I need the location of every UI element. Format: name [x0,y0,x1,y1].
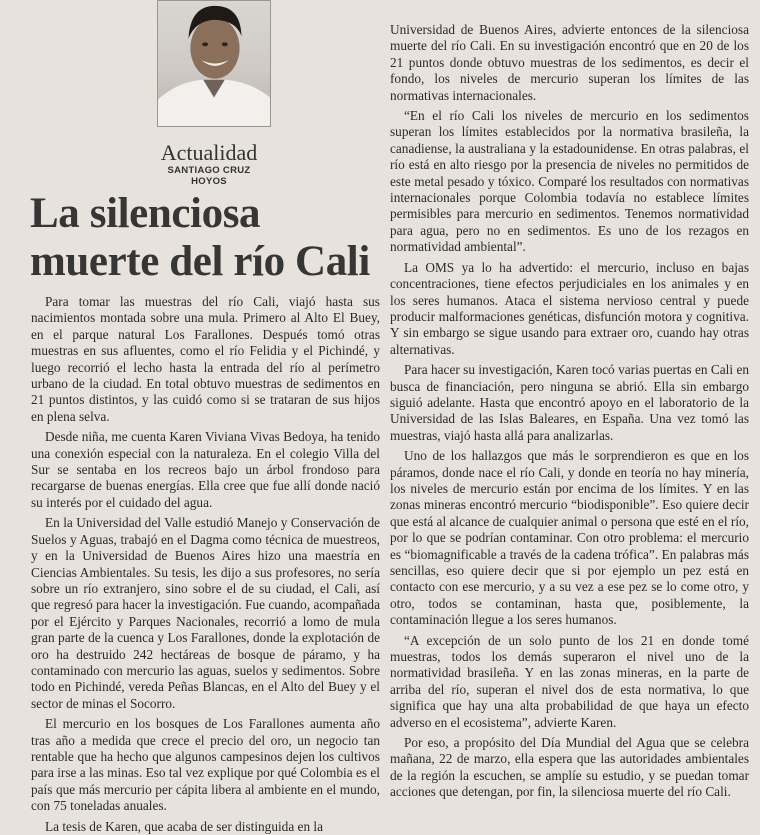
author-photo [157,0,271,127]
paragraph: Para hacer su investigación, Karen tocó varias puertas en Cali en busca de financiación, pero ninguna se abrió. Ella sin embargo siguió adelante. Hasta que encontró apoyo en el laboratorio de la Universidad de las Islas Baleares, en España. Una vez tomó las muestras, viajó hasta allá para analizarlas. [390,362,749,443]
paragraph: “En el río Cali los niveles de mercurio en los sedimentos superan los límites establecidos por la normativa brasileña, la canadiense, la australiana y la estadounidense. En otras palabras, el río está en alto riesgo por la presencia de niveles no permitidos de este metal pesado y tóxico. Comparé los resultados con normativas internacionales porque Colombia todavía no establece límites permisibles para mercurio en sedimentos. Tenemos normatividad para agua, pero no en sedimentos. Es uno de los rezagos en normatividad ambiental”. [390,108,749,255]
article-column-right [390,22,749,801]
paragraph: El mercurio en los bosques de Los Farallones aumenta año tras año a medida que crece el precio del oro, un negocio tan rentable que ha hecho que algunos campesinos dejen los cultivos para irse a las minas. Eso tal vez explique por qué Colombia es el país que más mercurio per cápita libera al ambiente en el mundo, con 75 toneladas anuales. [31,716,380,814]
paragraph: Uno de los hallazgos que más le sorprendieron es que en los páramos, donde nace el río Cali, y donde en teoría no hay minería, los niveles de mercurio están por encima de los límites. Y en las zonas mineras encontró mercurio “biodisponible”. Eso quiere decir que está al alcance de cualquier animal o persona que esté en el río, por lo que se podrían contaminar. Con otro problema: el mercurio es “biomagnificable a través de la cadena trófica”. En palabras más sencillas, eso quiere decir que si por ejemplo un pez está en contacto con ese mercurio, y a su vez a ese pez se lo come otro, y otro, todos se contaminan, hasta que, posiblemente, la contaminación llegue a los seres humanos. [390,448,749,628]
headline-line-1: La silenciosa [30,190,261,237]
paragraph: Por eso, a propósito del Día Mundial del Agua que se celebra mañana, 22 de marzo, ella espera que las autoridades ambientales de la región la escuchen, se amplíe su estudio, y se puedan tomar acciones que detengan, por fin, la silenciosa muerte del río Cali. [390,735,749,800]
paragraph: Para tomar las muestras del río Cali, viajó hasta sus nacimientos montada sobre una mula. Primero al Alto El Buey, en el parque natural Los Farallones. Después tomó otras muestras en sus afluentes, como el río Felidia y el Pichindé, y luego recorrió el lecho hasta la entrada del río al perímetro urbano de la ciudad. En total obtuvo muestras de sedimentos en 21 puntos distintos, y las cuidó como si se trataran de sus hijos en plena selva. [31,294,380,424]
section-label: Actualidad [160,140,258,165]
article-column-left [31,294,380,835]
author-byline: SANTIAGO CRUZ HOYOS [167,165,251,187]
paragraph: La tesis de Karen, que acaba de ser distinguida en la [45,818,324,834]
paragraph: “A excepción de un solo punto de los 21 en donde tomé muestras, todos los demás superaron el nivel uno de la normatividad brasileña. Y en las zonas mineras, en la parte de arriba del río, superan el nivel dos de esta normativa, lo que significa que hay una alta probabilidad de que haya un efecto adverso en el ecosistema”, advierte Karen. [390,632,749,730]
article-headline [30,190,382,286]
paragraph: La OMS ya lo ha advertido: el mercurio, incluso en bajas concentraciones, tiene efectos perjudiciales en los animales y en los seres humanos. Ataca el sistema nervioso central y puede producir malformaciones genéticas, disfunción motora y cognitiva. Y sin embargo se sigue usando para extraer oro, cuando hay otras alternativas. [390,259,749,357]
paragraph: Desde niña, me cuenta Karen Viviana Vivas Bedoya, ha tenido una conexión especial con la naturaleza. En el colegio Villa del Sur se sentaba en los recreos bajo un árbol frondoso para recargarse de buenas energías. Ella cree que fue allí donde nació su interés por el cuidado del agua. [31,429,380,510]
paragraph: Universidad de Buenos Aires, advierte entonces de la silenciosa muerte del río Cali. En su investigación encontró que en 20 de los 21 puntos donde obtuvo muestras de los sedimentos, es decir el fondo, los niveles de mercurio superan los límites de las normativas internacionales. [390,22,749,103]
paragraph: En la Universidad del Valle estudió Manejo y Conservación de Suelos y Aguas, trabajó en el Dagma como técnica de muestreos, y en la Universidad de Buenos Aires hizo una maestría en Ciencias Ambientales. Su tesis, les dijo a sus profesores, no sería sobre un río extranjero, sino sobre el de su ciudad, el Cali, así que regresó para hacer la investigación. Fue cuando, acompañada por el Ejército y Parques Nacionales, recorrió a lomo de mula gran parte de la cuenca y Los Farallones, donde la explotación de oro ha destruido 242 hectáreas de bosque de páramo, y ha contaminado con mercurio las aguas, suelos y sedimentos. Sobre todo en Pichindé, vereda Peñas Blancas, en el Alto del Buey y el sector de minas el Socorro. [31,515,380,711]
headline-line-2: muerte del río Cali [30,238,370,285]
